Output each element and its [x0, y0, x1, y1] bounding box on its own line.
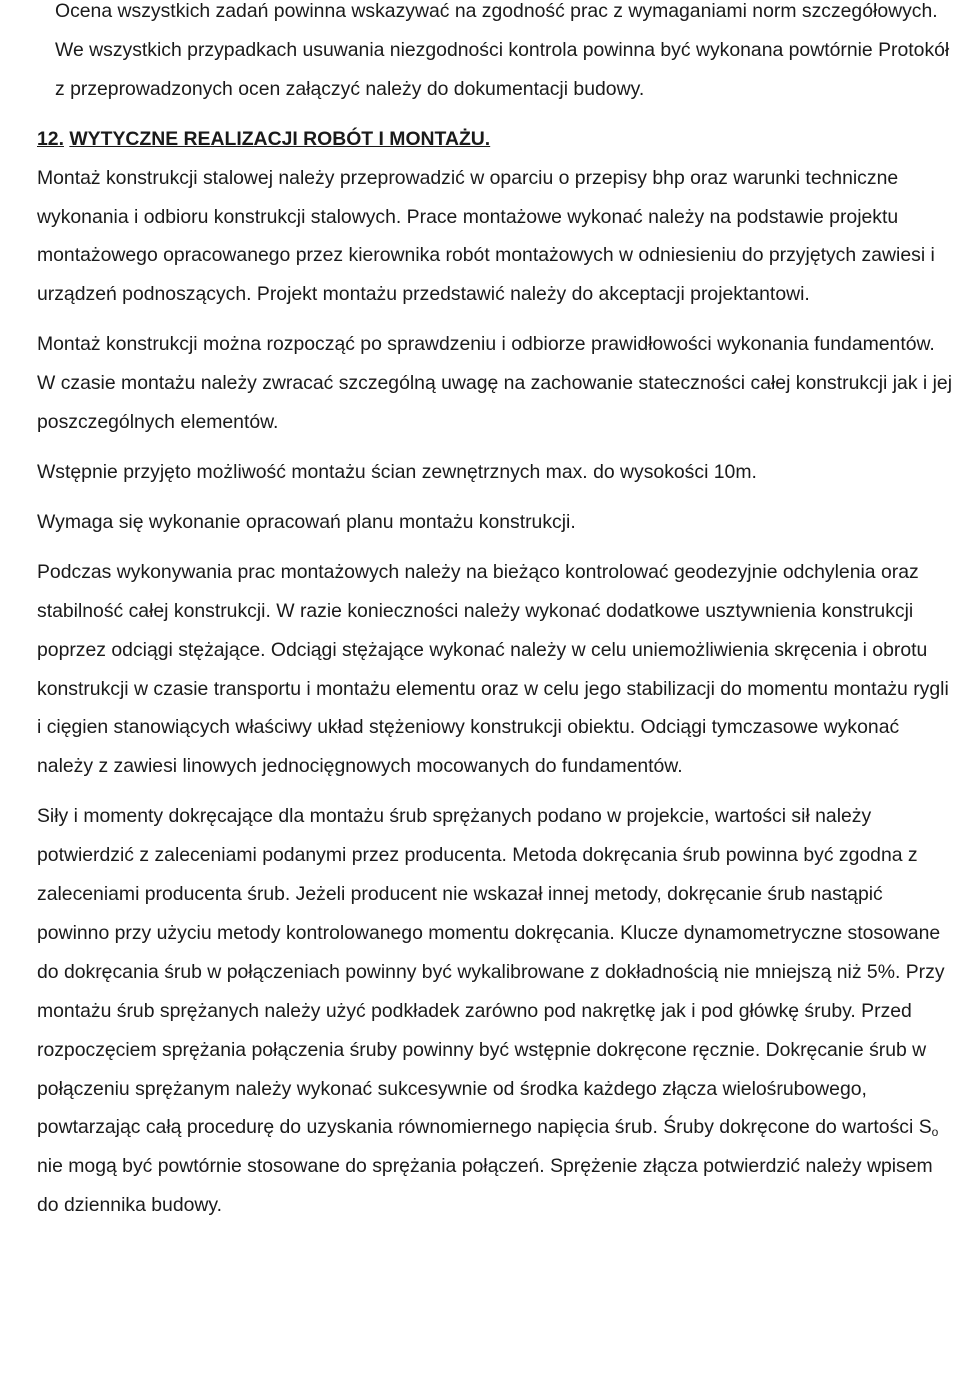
paragraph-assembly-plan: Wymaga się wykonanie opracowań planu montażu konstrukcji. [37, 510, 576, 533]
symbol-s: S [918, 1116, 932, 1139]
section-number: 12. [37, 127, 64, 150]
paragraph-bolt-tightening [37, 797, 957, 1225]
section-title: WYTYCZNE REALIZACJI ROBÓT I MONTAŻU. [69, 127, 491, 150]
paragraph-geodetic-control: Podczas wykonywania prac montażowych należy na bieżąco kontrolować geodezyjnie odchylenia oraz stabilność całej konstrukcji. W razie konieczności należy wykonać dodatkowe usztywnienia konstrukcji poprzez odciągi stężające. Odciągi stężające wykonać należy w celu uniemożliwienia skręcenia i obrotu konstrukcji w czasie transportu i montażu elementu oraz w celu jego stabilizacji do momentu montażu rygli i cięgien stanowiących właściwy układ stężeniowy konstrukcji obiektu. Odciągi tymczasowe wykonać należy z zawiesi linowych jednocięgnowych mocowanych do fundamentów. [37, 560, 949, 778]
bolt-text-end: nie mogą być powtórnie stosowane do sprężania połączeń. Sprężenie złącza potwierdzić należy wpisem do dziennika budowy. [37, 1155, 933, 1217]
section-heading [37, 120, 957, 159]
bolt-text-start: Siły i momenty dokręcające dla montażu śrub sprężanych podano w projekcie, wartości sił należy potwierdzić z zaleceniami podanymi przez producenta. Metoda dokręcania śrub powinna być zgodna z zaleceniami producenta śrub. Jeżeli producent nie wskazał innej metody, dokręcanie śrub nastąpić powinno przy użyciu metody kontrolowanego momentu dokręcania. Klucze dynamometryczne stosowane do dokręcania śrub w połączeniach powinny być wykalibrowane z dokładnością nie mniejszą niż 5%. Przy montażu śrub sprężanych należy użyć podkładek zarówno pod nakrętkę jak i pod główkę śruby. Przed rozpoczęciem sprężania połączenia śruby powinny być wstępnie dokręcone ręcznie. Dokręcanie śrub w połączeniu sprężanym należy wykonać sukcesywnie od środka każdego złącza wielośrubowego, powtarzając całą procedurę do uzyskania równomiernego napięcia śrub. Śruby dokręcone do wartości [37, 805, 945, 1139]
paragraph-wall-height: Wstępnie przyjęto możliwość montażu ścian zewnętrznych max. do wysokości 10m. [37, 460, 757, 483]
symbol-subscript: o [931, 1125, 939, 1140]
paragraph-assembly-start: Montaż konstrukcji można rozpocząć po sprawdzeniu i odbiorze prawidłowości wykonania fundamentów. W czasie montażu należy zwracać szczególną uwagę na zachowanie stateczności całej konstrukcji jak i jej poszczególnych elementów. [37, 333, 953, 434]
paragraph-assembly-rules: Montaż konstrukcji stalowej należy przeprowadzić w oparciu o przepisy bhp oraz warunki techniczne wykonania i odbioru konstrukcji stalowych. Prace montażowe wykonać należy na podstawie projektu montażowego opracowanego przez kierownika robót montażowych w odniesieniu do przyjętych zawiesi i urządzeń podnoszących. Projekt montażu przedstawić należy do akceptacji projektantowi. [37, 166, 935, 306]
intro-paragraph: Ocena wszystkich zadań powinna wskazywać na zgodność prac z wymaganiami norm szczegółowych. We wszystkich przypadkach usuwania niezgodności kontrola powinna być wykonana powtórnie Protokół z przeprowadzonych ocen załączyć należy do dokumentacji budowy. [55, 0, 950, 100]
document-page [37, 0, 957, 1225]
